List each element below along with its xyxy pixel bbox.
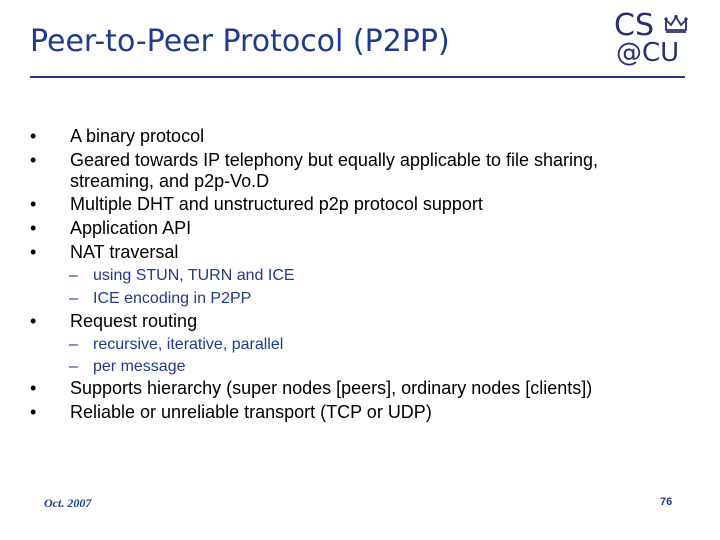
sub-bullet-marker: –	[69, 358, 78, 375]
bullet-text: Application API	[70, 218, 192, 238]
sub-bullet-text: using STUN, TURN and ICE	[93, 267, 295, 284]
slide-title: Peer-to-Peer Protocol (P2PP)	[30, 24, 450, 59]
crown-icon	[664, 14, 688, 34]
cs-at-cu-logo	[612, 8, 690, 70]
bullet-text: A binary protocol	[70, 126, 205, 146]
title-rule	[30, 76, 685, 78]
bullet-text: Supports hierarchy (super nodes [peers], ordinary nodes [clients])	[70, 378, 593, 398]
logo-text-cs: CS	[614, 8, 654, 43]
bullet-text: Reliable or unreliable transport (TCP or UDP)	[70, 402, 432, 422]
sub-bullet-text: recursive, iterative, parallel	[93, 336, 284, 353]
bullet-marker: •	[30, 378, 37, 398]
sub-bullet-marker: –	[69, 267, 78, 284]
bullet-marker: •	[30, 218, 37, 238]
sub-bullet-text: per message	[93, 358, 186, 375]
page-number: 76	[660, 496, 673, 508]
sub-bullet-marker: –	[69, 290, 78, 307]
sub-bullet-marker: –	[69, 336, 78, 353]
bullet-marker: •	[30, 126, 37, 146]
bullet-text: NAT traversal	[70, 242, 179, 262]
bullet-marker: •	[30, 242, 37, 262]
bullet-marker: •	[30, 194, 37, 214]
bullet-text: Geared towards IP telephony but equally applicable to file sharing, streaming, and p2p-Vo.D	[70, 150, 599, 191]
bullet-marker: •	[30, 311, 37, 331]
bullet-marker: •	[30, 402, 37, 422]
footer-date: Oct. 2007	[44, 496, 92, 510]
sub-bullet-text: ICE encoding in P2PP	[93, 290, 252, 307]
bullet-text: Request routing	[70, 311, 198, 331]
bullet-text: Multiple DHT and unstructured p2p protocol support	[70, 194, 483, 214]
bullet-marker: •	[30, 150, 37, 170]
logo-text-cu: @CU	[616, 38, 680, 68]
